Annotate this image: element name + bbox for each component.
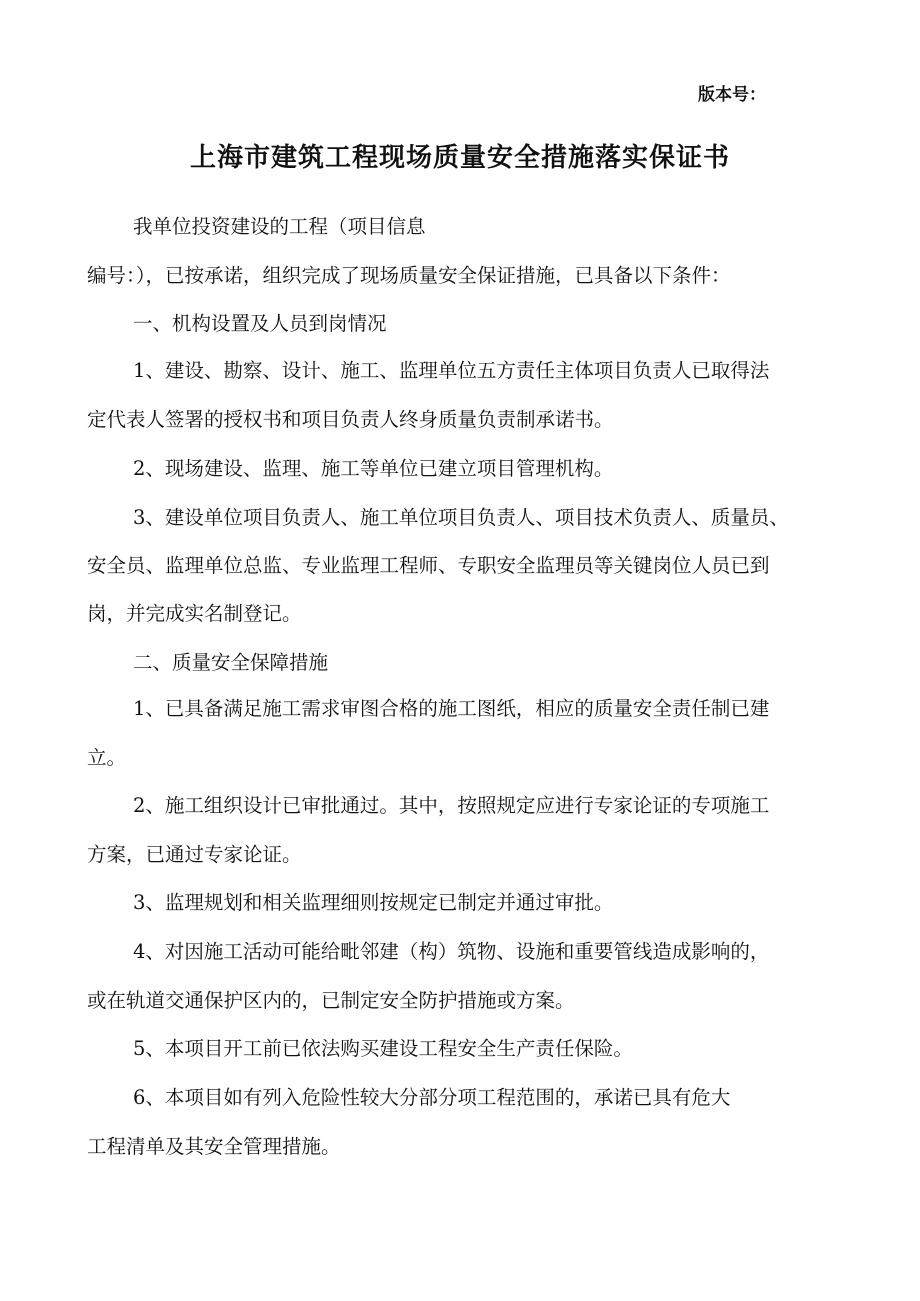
section-2-item-2-line-1: 2、施工组织设计已审批通过。其中，按照规定应进行专家论证的专项施工 bbox=[133, 794, 770, 817]
section-1-item-3-line-2: 安全员、监理单位总监、专业监理工程师、专职安全监理员等关键岗位人员已到 bbox=[87, 554, 770, 577]
section-2-item-1-line-1: 1、已具备满足施工需求审图合格的施工图纸，相应的质量安全责任制已建 bbox=[133, 697, 770, 720]
section-2-item-5-line-1: 5、本项目开工前已依法购买建设工程安全生产责任保险。 bbox=[133, 1037, 633, 1060]
document-title: 上海市建筑工程现场质量安全措施落实保证书 bbox=[189, 143, 730, 173]
section-2-item-3-line-1: 3、监理规划和相关监理细则按规定已制定并通过审批。 bbox=[133, 891, 614, 914]
version-number-label: 版本号： bbox=[698, 85, 766, 105]
section-1-item-3-line-3: 岗，并完成实名制登记。 bbox=[87, 602, 302, 625]
section-1-item-1-line-1: 1、建设、勘察、设计、施工、监理单位五方责任主体项目负责人已取得法 bbox=[133, 359, 770, 382]
intro-line-1: 我单位投资建设的工程（项目信息 bbox=[133, 215, 426, 238]
section-1-item-2-line-1: 2、现场建设、监理、施工等单位已建立项目管理机构。 bbox=[133, 457, 614, 480]
section-2-item-4-line-2: 或在轨道交通保护区内的，已制定安全防护措施或方案。 bbox=[87, 989, 575, 1012]
section-2-item-6-line-1: 6、本项目如有列入危险性较大分部分项工程范围的，承诺已具有危大 bbox=[133, 1086, 731, 1109]
section-2-item-2-line-2: 方案，已通过专家论证。 bbox=[87, 843, 302, 866]
section-1-item-3-line-1: 3、建设单位项目负责人、施工单位项目负责人、项目技术负责人、质量员、 bbox=[133, 506, 789, 529]
section-2-item-6-line-2: 工程清单及其安全管理措施。 bbox=[87, 1135, 341, 1158]
intro-line-2: 编号：），已按承诺，组织完成了现场质量安全保证措施，已具备以下条件： bbox=[87, 264, 731, 287]
section-2-heading: 二、质量安全保障措施 bbox=[133, 651, 329, 674]
section-2-item-4-line-1: 4、对因施工活动可能给毗邻建（构）筑物、设施和重要管线造成影响的， bbox=[133, 940, 770, 963]
section-1-heading: 一、机构设置及人员到岗情况 bbox=[133, 312, 387, 335]
section-2-item-1-line-2: 立。 bbox=[87, 746, 127, 769]
section-1-item-1-line-2: 定代表人签署的授权书和项目负责人终身质量负责制承诺书。 bbox=[87, 408, 614, 431]
